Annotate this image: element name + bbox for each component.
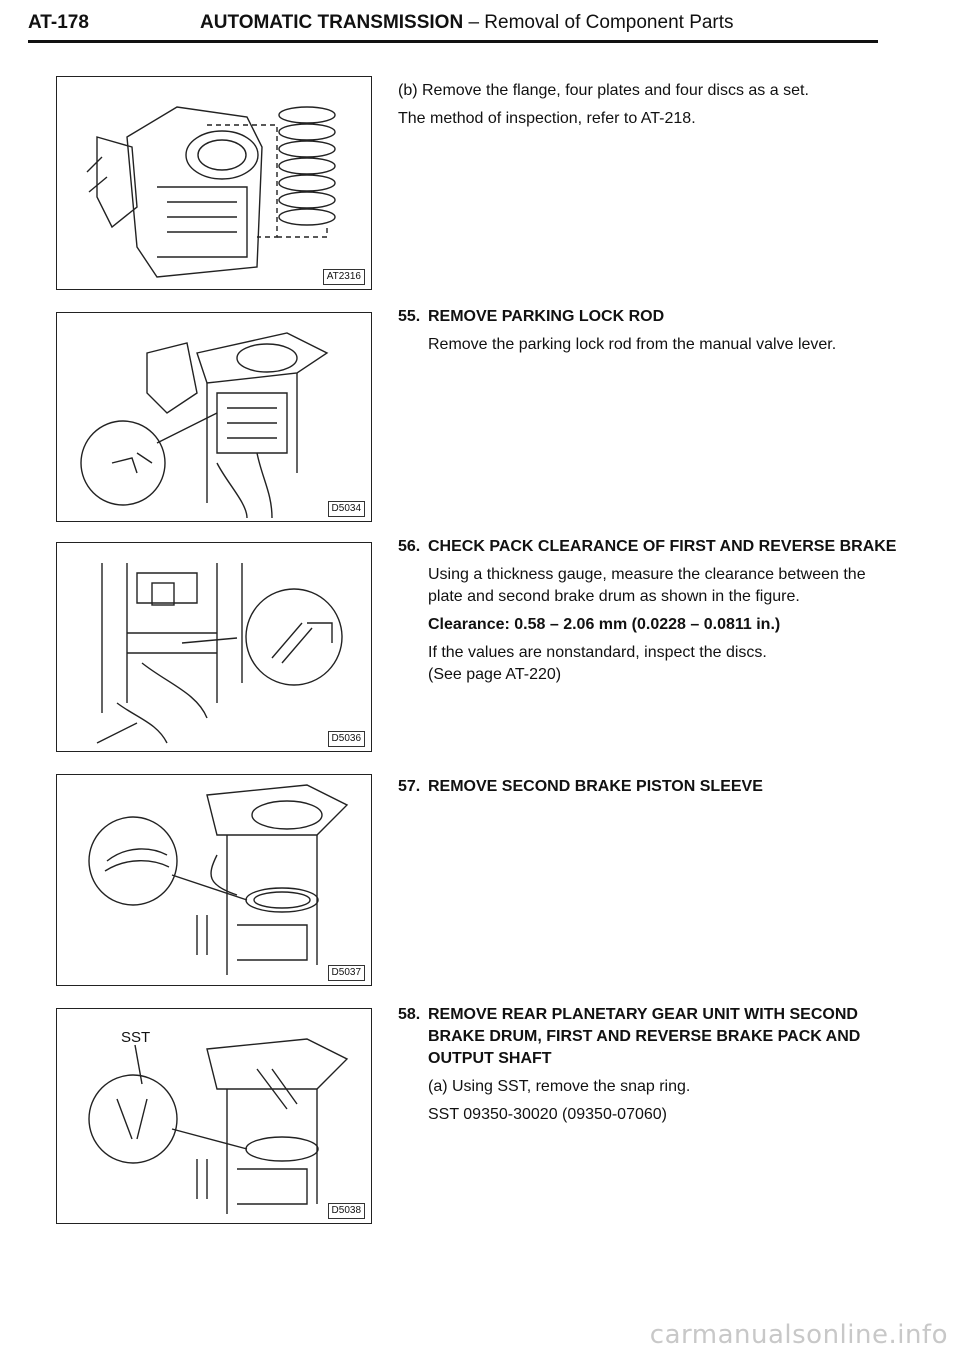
step-55-body: Remove the parking lock rod from the manual valve lever. <box>428 336 837 353</box>
figure-parking-lock-rod-drawing <box>57 313 371 521</box>
step-number: 56. <box>398 538 421 555</box>
step-number: 58. <box>398 1006 421 1023</box>
subsection-title: – Removal of Component Parts <box>463 12 734 33</box>
step-56-note2: (See page AT-220) <box>428 666 562 683</box>
figure-code: D5036 <box>328 731 365 747</box>
page-header <box>28 8 878 50</box>
step-b <box>398 80 898 130</box>
figure-code: D5038 <box>328 1203 365 1219</box>
step-56-spec: Clearance: 0.58 – 2.06 mm (0.0228 – 0.0811 in.) <box>428 616 781 633</box>
section-title: AUTOMATIC TRANSMISSION <box>200 12 464 33</box>
figure-clutch-pack-drawing <box>57 77 371 289</box>
step-56-title: 56. CHECK PACK CLEARANCE OF FIRST AND REVERSE BRAKE <box>398 536 898 558</box>
step-57-title: 57. REMOVE SECOND BRAKE PISTON SLEEVE <box>398 776 898 798</box>
step-number: 55. <box>398 308 421 325</box>
step-58-sub-a: (a) Using SST, remove the snap ring. <box>428 1078 691 1095</box>
step-58-title: 58. REMOVE REAR PLANETARY GEAR UNIT WITH SECOND BRAKE DRUM, FIRST AND REVERSE BRAKE PACK AND OUTPUT SHAFT <box>398 1004 898 1070</box>
step-b-line2: The method of inspection, refer to AT-218. <box>398 110 696 127</box>
figure-code: D5034 <box>328 501 365 517</box>
figure-clutch-pack <box>56 76 372 290</box>
figure-piston-sleeve-drawing <box>57 775 371 985</box>
figure-pack-clearance-drawing <box>57 543 371 751</box>
watermark: carmanualsonline.info <box>649 1320 948 1350</box>
figure-code: D5037 <box>328 965 365 981</box>
figure-code: AT2316 <box>323 269 365 285</box>
step-56-body: Using a thickness gauge, measure the clearance between the plate and second brake drum as shown in the figure. <box>428 566 866 605</box>
step-number: 57. <box>398 778 421 795</box>
header-rule <box>28 40 878 43</box>
figure-snap-ring-sst-drawing <box>57 1009 371 1223</box>
figure-parking-lock-rod <box>56 312 372 522</box>
page-title <box>200 12 734 34</box>
sst-label: SST <box>121 1029 151 1046</box>
step-b-line1: (b) Remove the flange, four plates and four discs as a set. <box>398 82 809 99</box>
step-56 <box>398 536 898 686</box>
step-58-sst: SST 09350-30020 (09350-07060) <box>428 1106 667 1123</box>
figure-pack-clearance <box>56 542 372 752</box>
step-58 <box>398 1004 898 1126</box>
page-number: AT-178 <box>28 12 89 33</box>
step-57 <box>398 776 898 798</box>
step-55 <box>398 306 898 356</box>
step-55-title: 55. REMOVE PARKING LOCK ROD <box>398 306 898 328</box>
figure-snap-ring-sst <box>56 1008 372 1224</box>
step-56-note1: If the values are nonstandard, inspect the discs. <box>428 644 767 661</box>
figure-piston-sleeve <box>56 774 372 986</box>
